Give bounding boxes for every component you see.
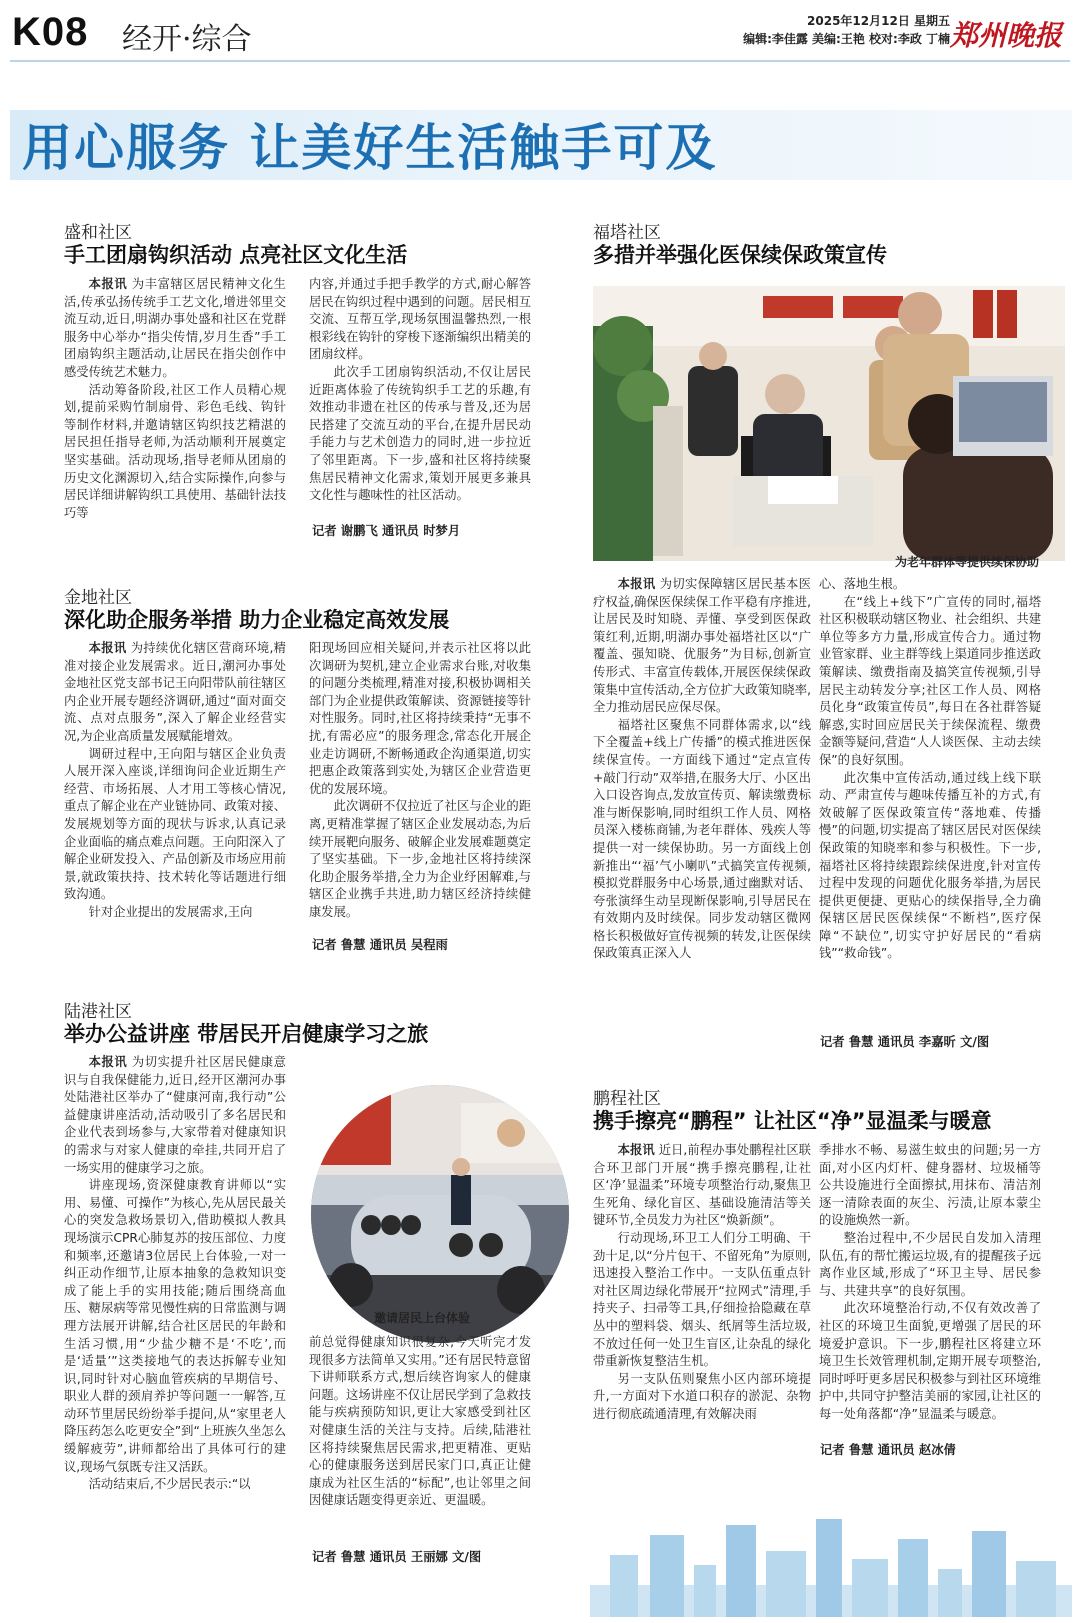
article2-photo [593, 286, 1065, 561]
article3-paragraph: 调研过程中,王向阳与辖区企业负责人展开深入座谈,详细询问企业近期生产经营、市场拓展、人才用工等核心情况,重点了解企业在产业链协同、政策对接、发展规划等方面的现状与诉求,认真记录企业面临的痛点难点问题。王向阳深入了解企业研发投入、产品创新及市场应用前景,就政策扶持、技术转化等话题进行细致沟通。 [64, 746, 286, 902]
skyline-decoration [590, 1515, 1072, 1617]
article2-paragraph: 福塔社区聚焦不同群体需求,以“线下全覆盖+线上广传播”的模式推进医保续保宣传。一方面线下通过“定点宣传+敲门行动”双举措,在服务大厅、小区出入口设咨询点,发放宣传页、解读缴费标准与断保影响,同时组织工作人员、网格员深入楼栋商铺,为老年群体、残疾人等提供一对一续保协助。另一方面线上创新推出“‘福’气小喇叭”式搞笑宣传视频,模拟党群服务中心场景,通过幽默对话、夸张演绎生动呈现断保影响,引导居民在有效期内及时续保。同步发动辖区微网格长积极做好宣传视频的转发,让医保续保政策真正深入人 [593, 717, 811, 961]
article1-paragraph: 为丰富辖区居民精神文化生活,传承弘扬传统手工艺文化,增进邻里交流互动,近日,明湖办事处盛和社区在党群服务中心举办“指尖传情,岁月生香”手工团扇钩织主题活动,让居民在指尖创作中感受传统艺术魅力。 [64, 277, 286, 379]
article4-paragraph: 前总觉得健康知识很复杂,今天听完才发现很多方法简单又实用。”还有居民特意留下讲师联系方式,想后续咨询家人的健康问题。这场讲座不仅让居民学到了急救技能与疾病预防知识,更让大家感受到社区对健康生活的关注与支持。后续,陆港社区将持续聚焦居民需求,把更精准、更贴心的健康服务送到居民家门口,真正让健康成为社区生活的“标配”,也让邻里之间因健康话题变得更亲近、更温暖。 [309, 1335, 531, 1508]
article5-paragraph: 另一支队伍则聚焦小区内部环境提升,一方面对下水道口积存的淤泥、杂物进行彻底疏通清理,有效解决雨 [593, 1371, 811, 1421]
article1-paragraph: 活动筹备阶段,社区工作人员精心规划,提前采购竹制扇骨、彩色毛线、钩针等制作材料,并邀请辖区钩织技艺精湛的居民担任指导老师,为活动顺利开展奠定坚实基础。活动现场,指导老师从团扇的历史文化渊源切入,结合实际操作,向参与居民详细讲解钩织工具使用、基础针法技巧等 [64, 382, 286, 520]
editor-credits: 编辑:李佳露 美编:王艳 校对:李政 丁楠 [743, 32, 950, 46]
article4-lead: 本报讯 [88, 1055, 128, 1069]
article4-byline: 记者 鲁慧 通讯员 王丽娜 文/图 [312, 1550, 482, 1564]
article3-headline: 深化助企服务举措 助力企业稳定高效发展 [64, 608, 450, 632]
article1-paragraph: 此次手工团扇钩织活动,不仅让居民近距离体验了传统钩织手工艺的乐趣,有效推动非遗在社区的传承与普及,还为居民搭建了交流互动的平台,在提升居民动手能力与艺术创造力的同时,进一步拉近了邻里距离。下一步,盛和社区将持续聚焦居民精神文化需求,策划开展更多兼具文化性与趣味性的社区活动。 [309, 364, 531, 503]
article5-paragraph: 此次环境整治行动,不仅有效改善了社区的环境卫生面貌,更增强了居民的环境爱护意识。下一步,鹏程社区将建立环境卫生长效管理机制,定期开展专项整治,同时呼吁更多居民积极参与到社区环境维护中,共同守护整洁美丽的家园,让社区的每一处角落都“净”显温柔与暖意。 [819, 1301, 1041, 1421]
article1-column1 [64, 276, 286, 538]
article5-lead: 本报讯 [617, 1143, 655, 1157]
article3-paragraph: 阳现场回应相关疑问,并表示社区将以此次调研为契机,建立企业需求台账,对收集的问题分类梳理,精准对接,积极协调相关部门为企业提供政策解读、资源链接等针对性服务。同时,社区将持续秉持“无事不扰,有需必应”的服务理念,常态化开展企业走访调研,不断畅通政企沟通渠道,切实把惠企政策落到实处,为辖区企业营造更优的发展环境。 [309, 641, 531, 796]
office-scene-image [593, 286, 1065, 561]
article4-paragraph: 讲座现场,资深健康教育讲师以“实用、易懂、可操作”为核心,先从居民最关心的突发急救场景切入,借助模拟人教具现场演示CPR心肺复苏的按压部位、力度和频率,还邀请3位居民上台体验,一对一纠正动作细节,让原本抽象的急救知识变成了能上手的实用技能;随后围绕高血压、糖尿病等常见慢性病的日常监测与调理方法展开讲解,结合社区居民的年龄和生活习惯,用“少盐少糖不是‘不吃’,而是‘适量’”这类接地气的表达拆解专业知识,同时针对心脑血管疾病的早期信号、职业人群的颈肩养护等问题一一解答,互动环节里居民纷纷举手提问,从“家里老人降压药怎么吃更安全”到“上班族久坐怎么缓解疲劳”,讲师都给出了具体可行的建议,现场气氛既专注又活跃。 [64, 1178, 286, 1474]
article4-photo-caption: 邀请居民上台体验 [374, 1311, 471, 1325]
article1-community: 盛和社区 [64, 223, 132, 243]
article4-column2 [309, 1334, 531, 1546]
article5-community: 鹏程社区 [593, 1089, 661, 1109]
article5-paragraph: 行动现场,环卫工人们分工明确、干劲十足,以“分片包干、不留死角”为原则,迅速投入整治工作中。一支队伍重点针对社区周边绿化带展开“拉网式”清理,手持夹子、扫帚等工具,仔细捡拾隐藏在草丛中的塑料袋、烟头、纸屑等生活垃圾,不放过任何一处卫生盲区,让杂乱的绿化带重新恢复整洁生机。 [593, 1230, 811, 1369]
article4-paragraph: 活动结束后,不少居民表示:“以 [88, 1477, 251, 1492]
article1-column2 [309, 276, 531, 520]
article5-paragraph: 近日,前程办事处鹏程社区联合环卫部门开展“携手擦亮鹏程,让社区‘净’显温柔”环境专项整治行动,聚焦卫生死角、绿化盲区、基础设施清洁等关键环节,全员发力为社区“焕新颜”。 [593, 1143, 811, 1228]
article5-column2 [819, 1142, 1041, 1438]
newspaper-logo: 郑州晚报 [949, 19, 1062, 52]
article2-column1 [593, 576, 811, 1056]
article5-paragraph: 整治过程中,不少居民自发加入清理队伍,有的帮忙搬运垃圾,有的提醒孩子远离作业区域,形成了“环卫主导、居民参与、共建共享”的良好氛围。 [819, 1230, 1041, 1298]
article5-column1 [593, 1142, 811, 1460]
article1-byline: 记者 谢鹏飞 通讯员 时梦月 [312, 524, 461, 538]
header-divider [10, 60, 1070, 62]
article2-paragraph: 心、落地生根。 [819, 577, 906, 591]
article2-paragraph: 此次集中宣传活动,通过线上线下联动、严肃宣传与趣味传播互补的方式,有效破解了医保政策宣传“落地难、传播慢”的问题,切实提高了辖区居民对医保续保政策的知晓率和参与积极性。下一步,福塔社区将持续跟踪续保进度,针对宣传过程中发现的问题优化服务举措,为居民提供更便捷、更贴心的续保指导,全力确保辖区居民医保续保“不断档”,医疗保障“不缺位”,切实守护好居民的“看病钱”“救命钱”。 [819, 770, 1041, 961]
article1-headline: 手工团扇钩织活动 点亮社区文化生活 [64, 243, 408, 267]
article2-paragraph: 在“线上+线下”广宣传的同时,福塔社区积极联动辖区物业、社会组织、共建单位等多方力量,形成宣传合力。通过物业管家群、业主群等线上渠道同步推送政策解读、缴费指南及搞笑宣传视频,引导居民主动转发分享;社区工作人员、网格员化身“政策宣传员”,每日在各社群答疑解惑,实时回应居民关于续保流程、缴费金额等疑问,营造“人人谈医保、主动去续保”的良好氛围。 [819, 594, 1041, 767]
banner-title: 用心服务 让美好生活触手可及 [22, 118, 718, 177]
article2-headline: 多措并举强化医保续保政策宣传 [593, 243, 887, 267]
article2-photo-caption: 为老年群体等提供续保协助 [895, 555, 1040, 569]
article4-community: 陆港社区 [64, 1002, 132, 1022]
article4-paragraph: 为切实提升社区居民健康意识与自我保健能力,近日,经开区潮河办事处陆港社区举办了“健康河南,我行动”公益健康讲座活动,活动吸引了多名居民和企业代表到场参与,大家带着对健康知识的需求与对家人健康的牵挂,共同开启了一场实用的健康学习之旅。 [64, 1055, 286, 1175]
section-title: 经开·综合 [122, 22, 252, 57]
article4-headline: 举办公益讲座 带居民开启健康学习之旅 [64, 1022, 429, 1046]
article3-column2 [309, 640, 531, 934]
article2-column2 [819, 576, 1041, 1030]
article2-paragraph: 为切实保障辖区居民基本医疗权益,确保医保续保工作平稳有序推进,让居民及时知晓、弄懂、享受到医保政策红利,近期,明湖办事处福塔社区以“广覆盖、强知晓、优服务”为目标,创新宣传形式、丰富宣传载体,开展医保续保政策集中宣传活动,全方位扩大政策知晓率,全力推动居民应保尽保。 [593, 577, 811, 715]
article4-photo [311, 1085, 569, 1343]
article3-lead: 本报讯 [88, 641, 127, 655]
article3-paragraph: 针对企业提出的发展需求,王向 [88, 904, 253, 919]
article1-lead: 本报讯 [88, 277, 128, 291]
article3-column1 [64, 640, 286, 952]
article3-paragraph: 此次调研不仅拉近了社区与企业的距离,更精准掌握了辖区企业发展动态,为后续开展靶向服务、破解企业发展难题奠定了坚实基础。下一步,金地社区将持续深化助企服务举措,全力为企业纾困解难,与辖区企业携手共进,助力辖区经济持续健康发展。 [309, 799, 531, 919]
article1-paragraph: 内容,并通过手把手教学的方式,耐心解答居民在钩织过程中遇到的问题。居民相互交流、互帮互学,现场氛围温馨热烈,一根根彩线在钩针的穿梭下逐渐编织出精美的团扇纹样。 [309, 277, 531, 362]
article3-community: 金地社区 [64, 588, 132, 608]
article5-headline: 携手擦亮“鹏程” 让社区“净”显温柔与暖意 [593, 1109, 992, 1133]
article4-column1 [64, 1054, 286, 1566]
lecture-scene-image [311, 1085, 569, 1343]
page-number: K08 [12, 10, 89, 54]
article2-lead: 本报讯 [617, 577, 656, 591]
article2-byline: 记者 鲁慧 通讯员 李嘉昕 文/图 [820, 1035, 990, 1049]
article5-paragraph: 季排水不畅、易滋生蚊虫的问题;另一方面,对小区内灯杆、健身器材、垃圾桶等公共设施进行全面擦拭,用抹布、清洁剂逐一清除表面的灰尘、污渍,让原本蒙尘的设施焕然一新。 [819, 1143, 1041, 1228]
article2-community: 福塔社区 [593, 223, 661, 243]
article3-byline: 记者 鲁慧 通讯员 吴程雨 [312, 938, 448, 952]
issue-date: 2025年12月12日 星期五 [807, 14, 950, 28]
article5-byline: 记者 鲁慧 通讯员 赵冰倩 [820, 1443, 956, 1457]
article3-paragraph: 为持续优化辖区营商环境,精准对接企业发展需求。近日,潮河办事处金地社区党支部书记王向阳带队前往辖区内企业开展专题经济调研,通过“面对面交流、点对点服务”,深入了解企业经营实况,为企业高质量发展赋能增效。 [64, 641, 286, 743]
